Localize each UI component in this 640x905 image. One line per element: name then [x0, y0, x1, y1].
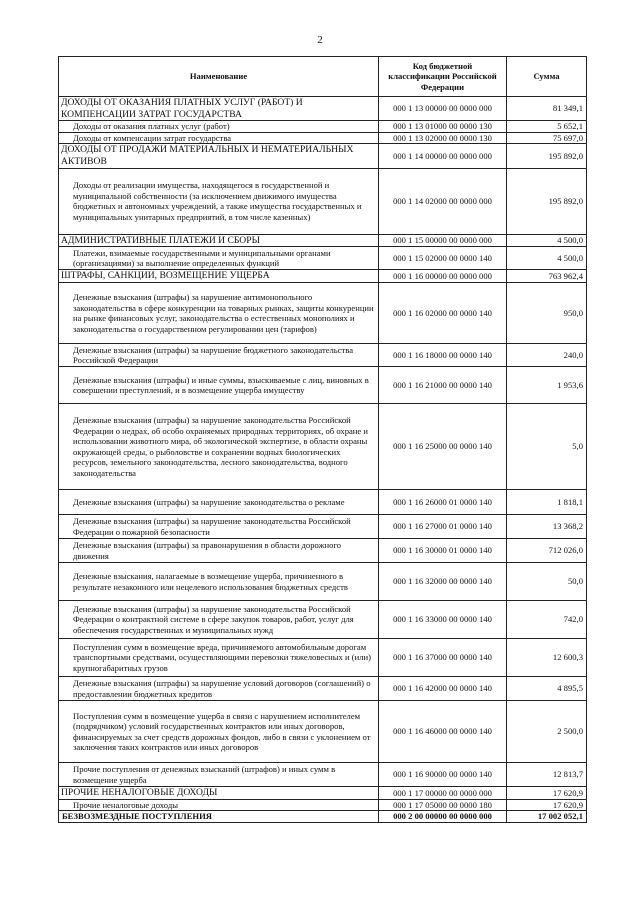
row-code: 000 1 16 30000 01 0000 140 — [379, 539, 507, 563]
table-row — [59, 490, 587, 515]
row-code: 000 1 16 00000 00 0000 000 — [379, 270, 507, 283]
row-code: 000 2 00 00000 00 0000 000 — [379, 811, 507, 822]
row-sum: 4 895,5 — [507, 677, 587, 701]
header-sum: Сумма — [507, 57, 587, 97]
row-sum: 75 697,0 — [507, 132, 587, 143]
table-row — [59, 144, 587, 168]
row-name: Денежные взыскания, налагаемые в возмещение ущерба, причиненного в результате незаконного или нецелевого использования бюджетных средств — [59, 563, 379, 601]
row-code: 000 1 14 00000 00 0000 000 — [379, 144, 507, 168]
table-row — [59, 539, 587, 563]
table-row — [59, 404, 587, 490]
header-code: Код бюджетной классификации Российской Федерации — [379, 57, 507, 97]
row-code: 000 1 16 02000 00 0000 140 — [379, 283, 507, 344]
row-name: ПРОЧИЕ НЕНАЛОГОВЫЕ ДОХОДЫ — [59, 787, 379, 800]
row-code: 000 1 17 00000 00 0000 000 — [379, 787, 507, 800]
row-sum: 12 813,7 — [507, 763, 587, 787]
row-sum: 13 368,2 — [507, 515, 587, 539]
row-code: 000 1 13 00000 00 0000 000 — [379, 97, 507, 121]
row-code: 000 1 14 02000 00 0000 000 — [379, 168, 507, 234]
row-name: Денежные взыскания (штрафы) за нарушение законодательства Российской Федерации о контрактной системе в сфере закупок товаров, работ, услуг для обеспечения государственных и муниципальных нужд — [59, 601, 379, 639]
table-row — [59, 234, 587, 247]
header-name: Наименование — [59, 57, 379, 97]
row-sum: 5,0 — [507, 404, 587, 490]
row-sum: 1 818,1 — [507, 490, 587, 515]
row-code: 000 1 16 18000 00 0000 140 — [379, 344, 507, 367]
row-code: 000 1 16 37000 00 0000 140 — [379, 639, 507, 677]
row-code: 000 1 16 90000 00 0000 140 — [379, 763, 507, 787]
row-code: 000 1 16 32000 00 0000 140 — [379, 563, 507, 601]
table-header-row — [59, 57, 587, 97]
row-name: Доходы от компенсации затрат государства — [59, 132, 379, 143]
row-name: Прочие неналоговые доходы — [59, 799, 379, 810]
row-code: 000 1 17 05000 00 0000 180 — [379, 799, 507, 810]
row-name: Денежные взыскания (штрафы) за нарушение законодательства Российской Федерации о пожарной безопасности — [59, 515, 379, 539]
table-row — [59, 247, 587, 270]
row-code: 000 1 13 02000 00 0000 130 — [379, 132, 507, 143]
row-code: 000 1 13 01000 00 0000 130 — [379, 121, 507, 132]
table-row — [59, 639, 587, 677]
row-sum: 712 026,0 — [507, 539, 587, 563]
row-code: 000 1 16 27000 01 0000 140 — [379, 515, 507, 539]
row-sum: 240,0 — [507, 344, 587, 367]
row-sum: 17 620,9 — [507, 787, 587, 800]
row-code: 000 1 16 46000 00 0000 140 — [379, 701, 507, 763]
row-name: БЕЗВОЗМЕЗДНЫЕ ПОСТУПЛЕНИЯ — [59, 811, 379, 822]
table-row — [59, 763, 587, 787]
table-row — [59, 563, 587, 601]
row-sum: 195 892,0 — [507, 168, 587, 234]
row-code: 000 1 16 25000 00 0000 140 — [379, 404, 507, 490]
row-sum: 50,0 — [507, 563, 587, 601]
table-body — [59, 97, 587, 823]
row-code: 000 1 16 33000 00 0000 140 — [379, 601, 507, 639]
table-row — [59, 344, 587, 367]
table-row — [59, 367, 587, 404]
row-sum: 2 500,0 — [507, 701, 587, 763]
row-name: Денежные взыскания (штрафы) за нарушение антимонопольного законодательства в сфере конкуренции на товарных рынках, защиты конкуренции на рынке финансовых услуг, законодательства о естественных монополиях и законодательства о государственном регулировании цен (тарифов) — [59, 283, 379, 344]
row-code: 000 1 15 02000 00 0000 140 — [379, 247, 507, 270]
row-sum: 742,0 — [507, 601, 587, 639]
row-sum: 950,0 — [507, 283, 587, 344]
row-sum: 4 500,0 — [507, 247, 587, 270]
row-name: Денежные взыскания (штрафы) за нарушение законодательства Российской Федерации о недрах, об особо охраняемых природных территориях, об охране и использовании животного мира, об экологической экспертизе, в области охраны окружающей среды, о рыболовстве и сохранении водных биологических ресурсов, земельного законодательства, лесного законодательства, водного законодательства — [59, 404, 379, 490]
row-name: Денежные взыскания (штрафы) и иные суммы, взыскиваемые с лиц, виновных в совершении преступлений, и в возмещение ущерба имуществу — [59, 367, 379, 404]
row-name: Платежи, взимаемые государственными и муниципальными органами (организациями) за выполнение определенных функций — [59, 247, 379, 270]
table-row — [59, 270, 587, 283]
row-name: Денежные взыскания (штрафы) за нарушение бюджетного законодательства Российской Федерации — [59, 344, 379, 367]
row-name: Поступления сумм в возмещение вреда, причиняемого автомобильным дорогам транспортными средствами, осуществляющими перевозки тяжеловесных и (или) крупногабаритных грузов — [59, 639, 379, 677]
page-number: 2 — [317, 34, 323, 46]
table-row — [59, 132, 587, 143]
table-row — [59, 168, 587, 234]
table-row — [59, 799, 587, 810]
table-row — [59, 97, 587, 121]
row-sum: 5 652,1 — [507, 121, 587, 132]
row-sum: 4 500,0 — [507, 234, 587, 247]
row-name: ДОХОДЫ ОТ ПРОДАЖИ МАТЕРИАЛЬНЫХ И НЕМАТЕРИАЛЬНЫХ АКТИВОВ — [59, 144, 379, 168]
row-name: Денежные взыскания (штрафы) за нарушение законодательства о рекламе — [59, 490, 379, 515]
table-row — [59, 283, 587, 344]
row-name: Денежные взыскания (штрафы) за нарушение условий договоров (соглашений) о предоставлении бюджетных кредитов — [59, 677, 379, 701]
row-name: ШТРАФЫ, САНКЦИИ, ВОЗМЕЩЕНИЕ УЩЕРБА — [59, 270, 379, 283]
row-name: Прочие поступления от денежных взысканий (штрафов) и иных сумм в возмещение ущерба — [59, 763, 379, 787]
row-code: 000 1 16 26000 01 0000 140 — [379, 490, 507, 515]
table-row — [59, 811, 587, 822]
row-name: ДОХОДЫ ОТ ОКАЗАНИЯ ПЛАТНЫХ УСЛУГ (РАБОТ) И КОМПЕНСАЦИИ ЗАТРАТ ГОСУДАРСТВА — [59, 97, 379, 121]
row-code: 000 1 16 42000 00 0000 140 — [379, 677, 507, 701]
table-row — [59, 121, 587, 132]
row-sum: 1 953,6 — [507, 367, 587, 404]
table-row — [59, 787, 587, 800]
row-name: АДМИНИСТРАТИВНЫЕ ПЛАТЕЖИ И СБОРЫ — [59, 234, 379, 247]
budget-revenue-table — [58, 56, 587, 823]
table-row — [59, 677, 587, 701]
table-row — [59, 701, 587, 763]
row-code: 000 1 15 00000 00 0000 000 — [379, 234, 507, 247]
row-sum: 17 620,9 — [507, 799, 587, 810]
row-name: Доходы от оказания платных услуг (работ) — [59, 121, 379, 132]
table-row — [59, 601, 587, 639]
row-sum: 17 002 052,1 — [507, 811, 587, 822]
row-code: 000 1 16 21000 00 0000 140 — [379, 367, 507, 404]
row-name: Денежные взыскания (штрафы) за правонарушения в области дорожного движения — [59, 539, 379, 563]
row-name: Доходы от реализации имущества, находящегося в государственной и муниципальной собственности (за исключением движимого имущества бюджетных и автономных учреждений, а также имущества государственных и муниципальных унитарных предприятий, в том числе казенных) — [59, 168, 379, 234]
row-sum: 81 349,1 — [507, 97, 587, 121]
row-sum: 763 962,4 — [507, 270, 587, 283]
row-sum: 12 600,3 — [507, 639, 587, 677]
row-sum: 195 892,0 — [507, 144, 587, 168]
table-row — [59, 515, 587, 539]
row-name: Поступления сумм в возмещение ущерба в связи с нарушением исполнителем (подрядчиком) условий государственных контрактов или иных договоров, финансируемых за счет средств дорожных фондов, либо в связи с уклонением от заключения таких контрактов или иных договоров — [59, 701, 379, 763]
